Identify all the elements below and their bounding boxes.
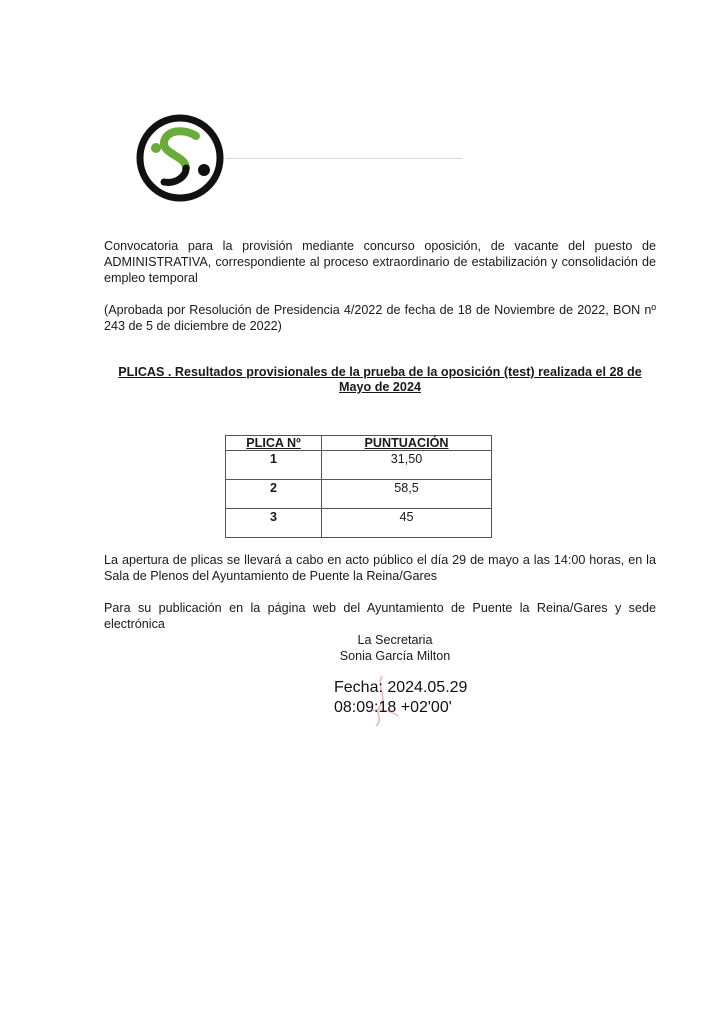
plica-number: 2 [226, 480, 322, 509]
intro-paragraph: Convocatoria para la provisión mediante concurso oposición, de vacante del puesto de ADMINISTRATIVA, correspondiente al proceso extraordinario de estabilización y consolidación de empleo temporal [104, 239, 656, 285]
signature-role: La Secretaria [357, 633, 433, 647]
table-row [226, 451, 492, 480]
header-plica: PLICA Nº [226, 436, 322, 451]
table-row [226, 480, 492, 509]
results-title: PLICAS . Resultados provisionales de la prueba de la oposición (test) realizada el 28 de Mayo de 2024 [118, 365, 642, 394]
approval-paragraph: (Aprobada por Resolución de Presidencia 4/2022 de fecha de 18 de Noviembre de 2022, BON nº 243 de 5 de diciembre de 2022) [104, 303, 656, 333]
table-header-row [226, 436, 492, 451]
logo [134, 112, 226, 204]
plica-score: 31,50 [322, 451, 492, 480]
plica-number: 3 [226, 509, 322, 538]
signature-name: Sonia García Milton [339, 649, 451, 663]
stamp-date: Fecha: 2024.05.29 [334, 679, 468, 696]
results-table [225, 435, 492, 538]
table-row [226, 509, 492, 538]
plica-score: 45 [322, 509, 492, 538]
plica-number: 1 [226, 451, 322, 480]
header-divider [226, 158, 462, 159]
plica-score: 58,5 [322, 480, 492, 509]
publication-notice: Para su publicación en la página web del Ayuntamiento de Puente la Reina/Gares y sede electrónica [104, 601, 656, 631]
opening-notice: La apertura de plicas se llevará a cabo en acto público el día 29 de mayo a las 14:00 horas, en la Sala de Plenos del Ayuntamiento de Puente la Reina/Gares [104, 553, 656, 583]
signature-block [320, 632, 470, 664]
stamp-time: 08:09:18 +02'00' [334, 699, 452, 716]
header-score: PUNTUACIÓN [322, 436, 492, 451]
digital-signature-stamp [334, 678, 467, 718]
logo-icon [134, 112, 226, 204]
